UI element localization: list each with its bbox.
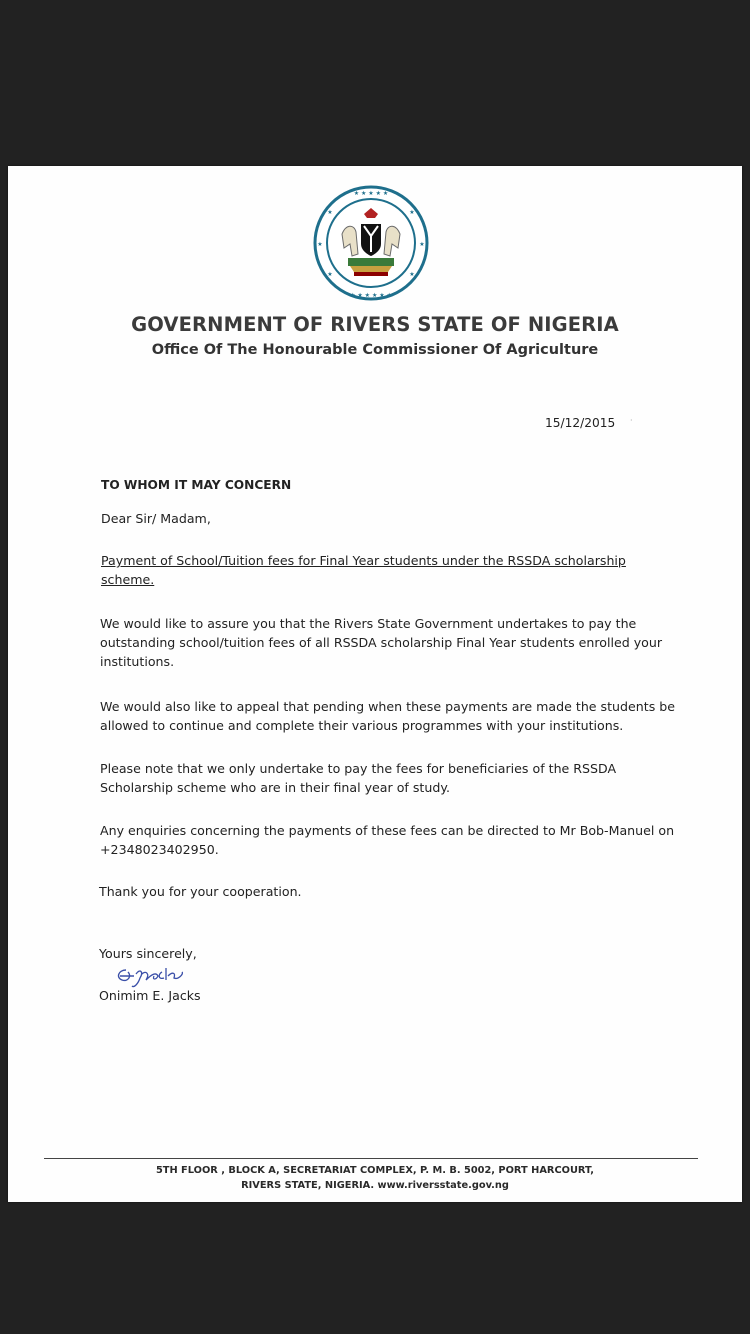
footer-address-line-2: RIVERS STATE, NIGERIA. www.riversstate.gov.ng	[241, 1180, 509, 1191]
coat-of-arms-seal-icon	[312, 184, 430, 302]
paragraph-appeal	[100, 697, 675, 735]
letter-page	[8, 166, 742, 1202]
subject-line-2: scheme.	[101, 572, 155, 587]
paragraph-enquiries	[100, 821, 674, 859]
paragraph-line: allowed to continue and complete their various programmes with your institutions.	[100, 718, 624, 733]
paragraph-line: Scholarship scheme who are in their final year of study.	[100, 780, 450, 795]
svg-text:★ ★ ★ ★ ★: ★ ★ ★ ★ ★	[353, 190, 389, 197]
letter-date: 15/12/2015	[545, 416, 616, 430]
subject-line	[101, 551, 626, 589]
paragraph-line: institutions.	[100, 654, 175, 669]
footer-address-line-1: 5TH FLOOR , BLOCK A, SECRETARIAT COMPLEX, P. M. B. 5002, PORT HARCOURT,	[155, 1165, 595, 1176]
paragraph-note	[100, 759, 616, 797]
subject-line-1: Payment of School/Tuition fees for Final Year students under the RSSDA scholarship	[101, 553, 626, 568]
paragraph-line: outstanding school/tuition fees of all RSSDA scholarship Final Year students enrolled your	[100, 635, 663, 650]
paragraph-line: +2348023402950.	[100, 842, 219, 857]
footer-divider	[44, 1158, 698, 1159]
paragraph-assurance	[100, 614, 662, 671]
letterhead-title: GOVERNMENT OF RIVERS STATE OF NIGERIA	[131, 313, 619, 336]
signatory-name: Onimim E. Jacks	[99, 988, 201, 1003]
scan-mark: ·	[630, 416, 633, 425]
paragraph-line: We would like to assure you that the Rivers State Government undertakes to pay the	[100, 616, 637, 631]
paragraph-line: Any enquiries concerning the payments of these fees can be directed to Mr Bob-Manuel on	[100, 823, 675, 838]
svg-text:★: ★	[409, 271, 415, 278]
svg-text:★: ★	[419, 241, 425, 248]
svg-text:★ ★ ★ ★ ★ ★: ★ ★ ★ ★ ★ ★	[350, 292, 392, 299]
paragraph-line: Please note that we only undertake to pay the fees for beneficiaries of the RSSDA	[100, 761, 617, 776]
svg-text:★: ★	[409, 209, 415, 216]
thanks-line: Thank you for your cooperation.	[99, 884, 302, 899]
salutation-heading: TO WHOM IT MAY CONCERN	[101, 478, 292, 492]
paragraph-line: We would also like to appeal that pending when these payments are made the students be	[100, 699, 676, 714]
svg-text:★: ★	[317, 241, 323, 248]
closing-line: Yours sincerely,	[99, 946, 197, 961]
letterhead-subtitle: Office Of The Honourable Commissioner Of Agriculture	[151, 342, 599, 358]
svg-text:★: ★	[327, 209, 333, 216]
svg-text:★: ★	[327, 271, 333, 278]
greeting: Dear Sir/ Madam,	[101, 511, 211, 526]
